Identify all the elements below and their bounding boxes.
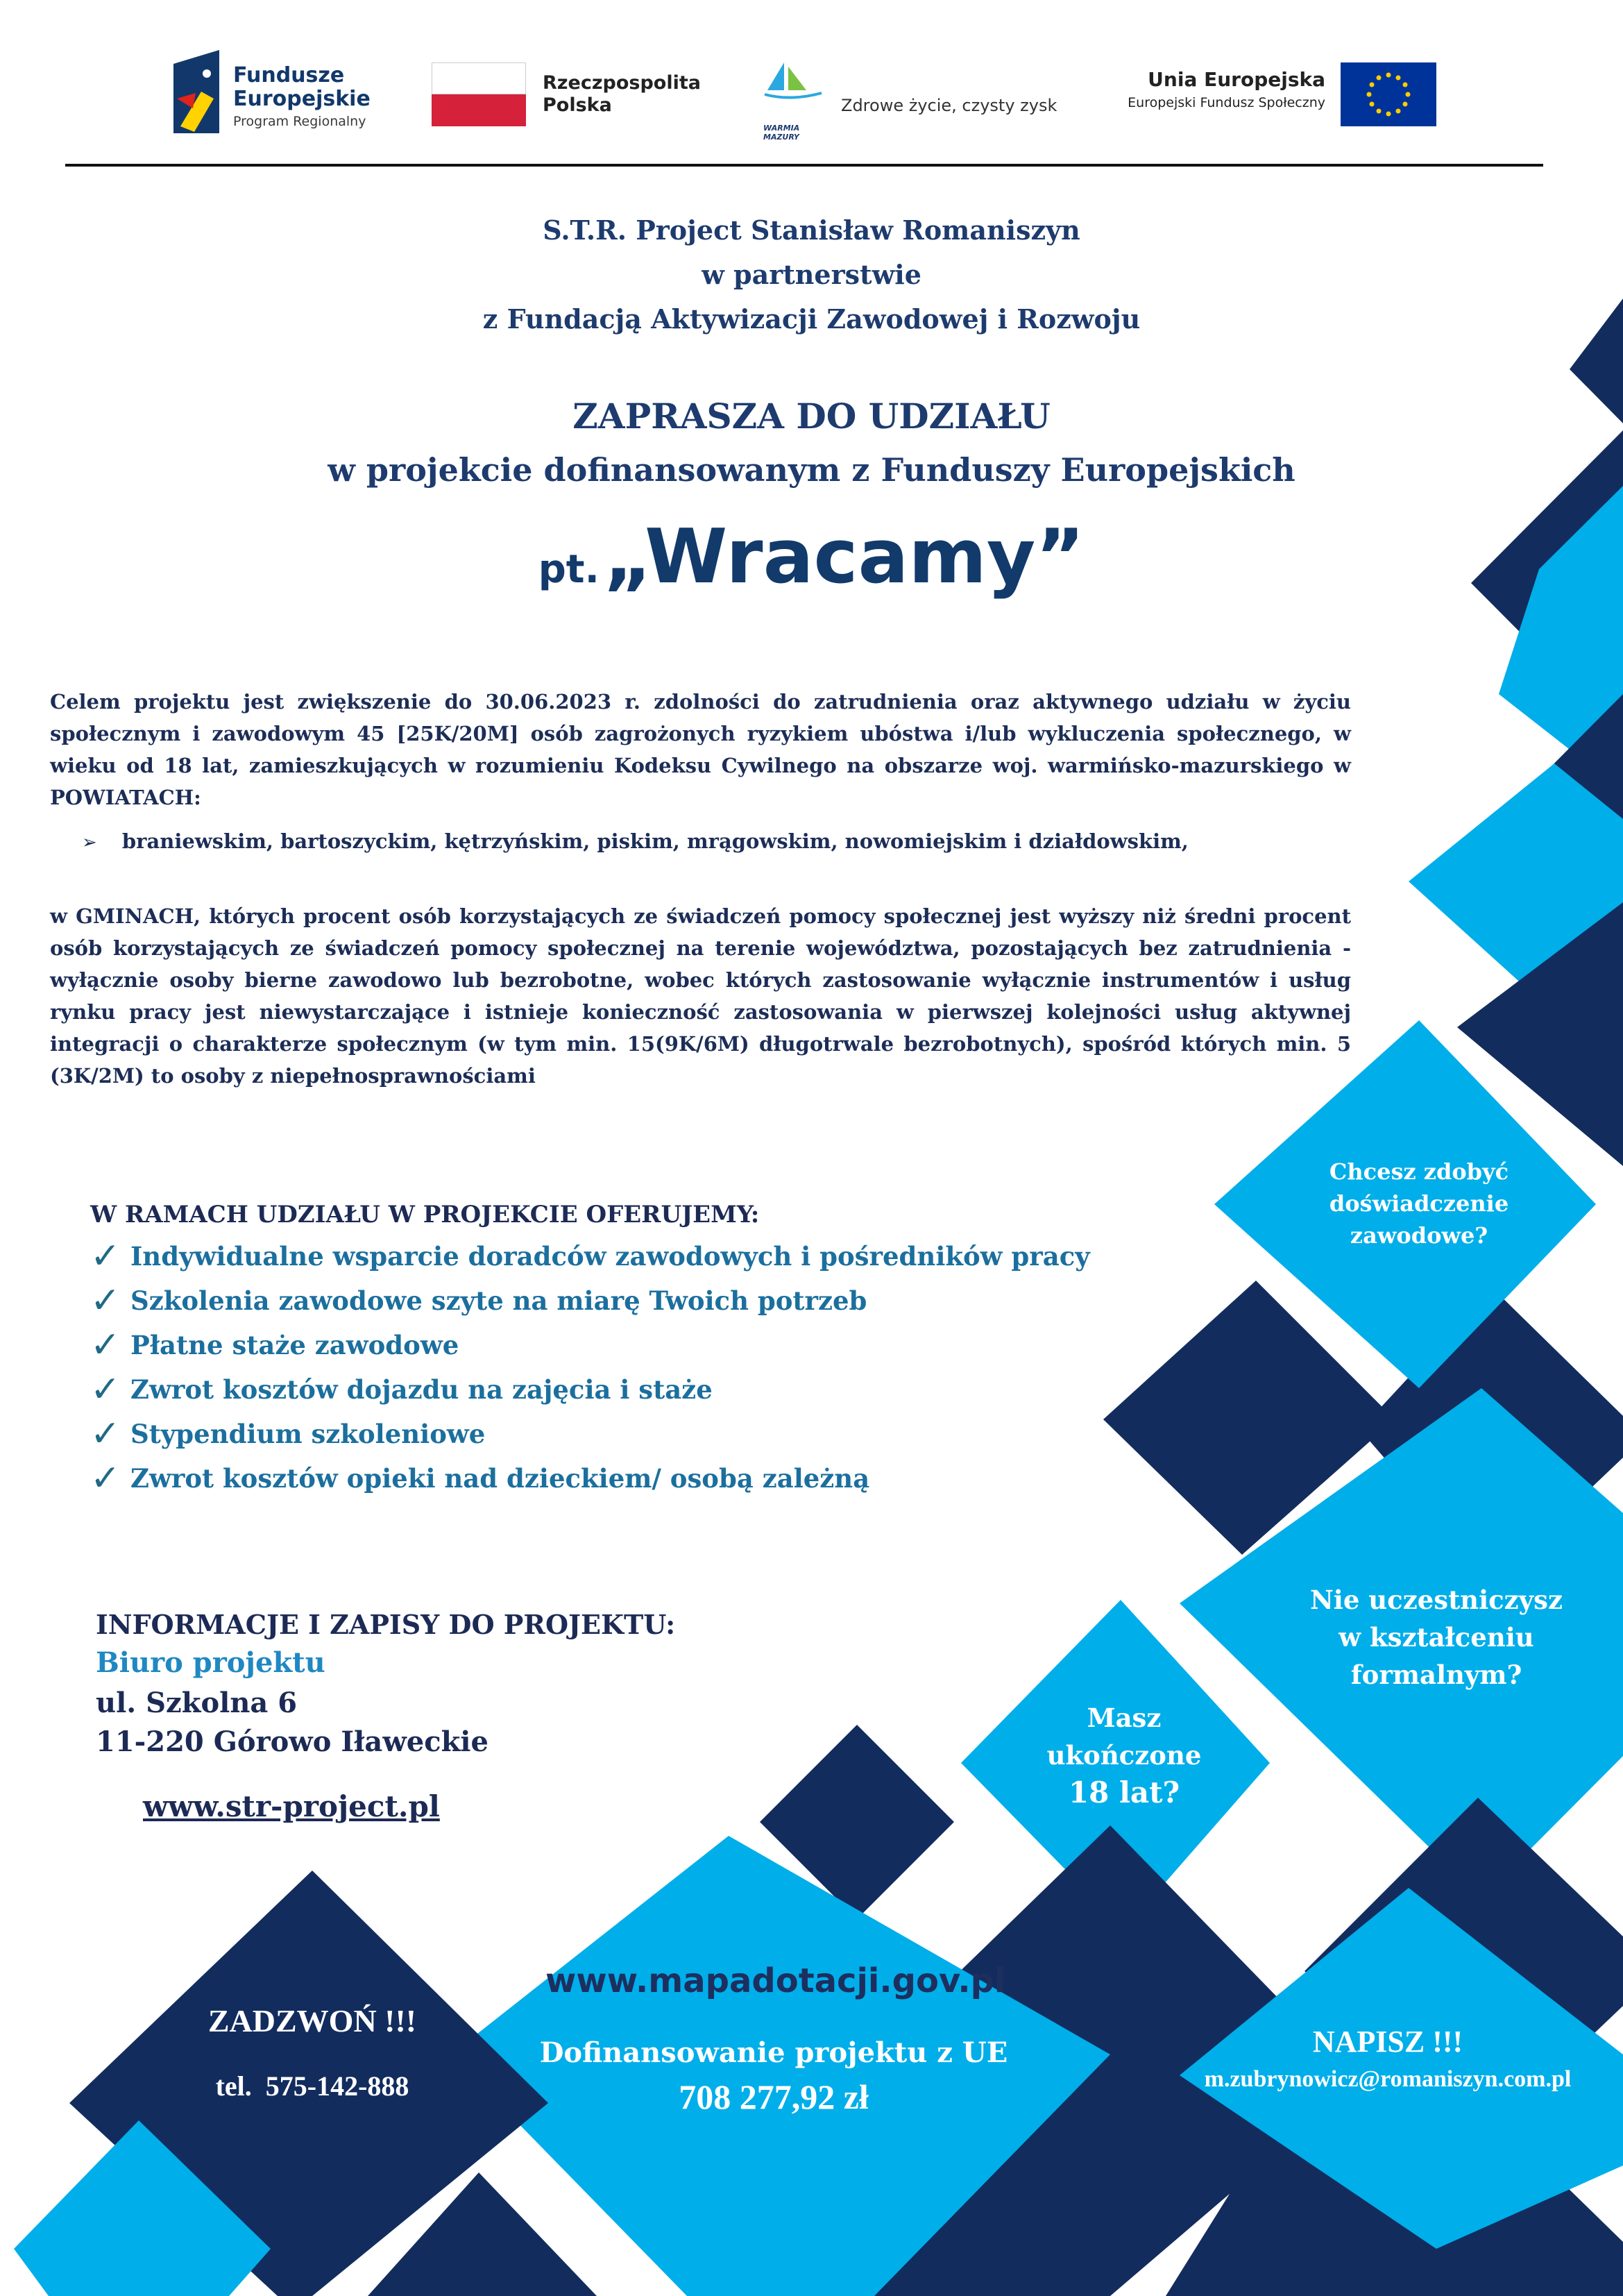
gminy-line: osób korzystających ze świadczeń pomocy społecznej na terenie województwa, pozostających bez zatrudnienia -	[50, 936, 1351, 960]
question-experience	[1291, 1156, 1547, 1251]
offer-item	[90, 1367, 1090, 1412]
invitation-subheading: w projekcie dofinansowanym z Funduszy Europejskich	[328, 451, 1295, 489]
offer-item	[90, 1234, 1090, 1278]
checkmark-icon: ✓	[90, 1458, 121, 1499]
website-link[interactable]: www.str-project.pl	[143, 1789, 440, 1823]
invitation-heading: ZAPRASZA DO UDZIAŁU	[572, 396, 1051, 437]
organizer-line1: S.T.R. Project Stanisław Romaniszyn	[543, 214, 1080, 246]
question-experience-line: doświadczenie	[1329, 1190, 1509, 1217]
info-heading: INFORMACJE I ZAPISY DO PROJEKTU:	[96, 1609, 676, 1640]
question-education-line: formalnym?	[1350, 1660, 1522, 1690]
gminy-line: w GMINACH, których procent osób korzystających ze świadczeń pomocy społecznej jest wyższy niż średni procent	[50, 904, 1351, 928]
eu-flag-icon	[1341, 62, 1436, 126]
question-education-line: Nie uczestniczysz	[1309, 1585, 1563, 1615]
offer-item-label: Indywidualne wsparcie doradców zawodowych i pośredników pracy	[130, 1241, 1090, 1272]
logo-fe-line1: Fundusze	[233, 63, 345, 87]
question-age-line: 18 lat?	[1068, 1775, 1180, 1809]
gminy-line: wyłącznie osoby bierne zawodowo lub bezrobotne, wobec których zastosowanie wyłącznie instrumentów i usług	[50, 968, 1351, 992]
checkmark-icon: ✓	[90, 1280, 121, 1322]
offer-item	[90, 1278, 1090, 1323]
phone-number[interactable]: tel. 575-142-888	[215, 2070, 409, 2102]
counties-text: braniewskim, bartoszyckim, kętrzyńskim, piskim, mrągowskim, nowomiejskim i działdowskim,	[121, 829, 1189, 853]
organizer-block	[0, 208, 1623, 341]
funding-amount: 708 277,92 zł	[679, 2077, 869, 2116]
write-label: NAPISZ !!!	[1312, 2025, 1463, 2059]
question-age-line: Masz	[1087, 1703, 1162, 1733]
checkmark-icon: ✓	[90, 1235, 121, 1277]
organizer-line2: w partnerstwie	[702, 259, 921, 290]
gminy-line: rynku pracy jest niewystarczające i istnieje konieczność zastosowania w pierwszej kolejności usług aktywnej	[50, 1000, 1351, 1024]
question-age-line: ukończone	[1046, 1740, 1202, 1771]
question-age	[999, 1699, 1249, 1812]
question-experience-line: zawodowe?	[1350, 1222, 1488, 1249]
logo-fe-sub: Program Regionalny	[233, 114, 366, 129]
logo-fe-line2: Europejskie	[233, 87, 371, 111]
fundusze-europejskie-flag-icon	[173, 50, 219, 133]
counties-bullet	[82, 829, 1189, 853]
question-experience-line: Chcesz zdobyć	[1329, 1158, 1509, 1185]
arrow-bullet-icon: ➢	[82, 832, 97, 853]
header-divider	[65, 164, 1543, 167]
offer-item-label: Zwrot kosztów dojazdu na zajęcia i staże	[130, 1374, 713, 1405]
offer-list	[90, 1234, 1090, 1501]
warmia-mazury-sail-icon	[763, 60, 823, 103]
logo-wm-brand: WARMIA MAZURY	[763, 124, 800, 142]
offer-item-label: Zwrot kosztów opieki nad dzieckiem/ osobą zależną	[130, 1463, 870, 1494]
offer-item	[90, 1456, 1090, 1501]
intro-line: wieku od 18 lat, zamieszkujących w rozumieniu Kodeksu Cywilnego na obszarze woj. warmińsko-mazurskiego w	[50, 754, 1351, 777]
gminy-line: integracji o charakterze społecznym (w tym min. 15(9K/6M) długotrwale bezrobotnych), spośród których min. 5	[50, 1032, 1351, 1056]
intro-line: społecznym i zawodowym 45 [25K/20M] osób zagrożonych ryzykiem ubóstwa i/lub wykluczenia społecznego, w	[50, 722, 1351, 745]
gminy-line: (3K/2M) to osoby z niepełnosprawnościami	[50, 1064, 536, 1088]
offer-heading: W RAMACH UDZIAŁU W PROJEKCIE OFERUJEMY:	[90, 1201, 760, 1229]
question-education	[1291, 1581, 1582, 1694]
funding-label: Dofinansowanie projektu z UE	[539, 2036, 1008, 2069]
write-block	[1166, 2024, 1610, 2093]
call-label: ZADZWOŃ !!!	[207, 2003, 417, 2038]
logo-wm-slogan: Zdrowe życie, czysty zysk	[841, 96, 1057, 115]
call-block	[153, 2002, 472, 2102]
checkmark-icon: ✓	[90, 1324, 121, 1366]
header-logos	[0, 42, 1623, 146]
project-title	[0, 514, 1623, 600]
logo-ue-line1: Unia Europejska	[1148, 68, 1325, 91]
email-link[interactable]: m.zubrynowicz@romaniszyn.com.pl	[1204, 2066, 1572, 2092]
question-education-line: w kształceniu	[1339, 1622, 1534, 1653]
offer-item	[90, 1412, 1090, 1456]
offer-item	[90, 1323, 1090, 1367]
polish-flag-icon	[432, 62, 526, 126]
logo-rp-line1: Rzeczpospolita	[543, 72, 701, 94]
organizer-line3: z Fundacją Aktywizacji Zawodowej i Rozwoju	[482, 303, 1141, 335]
logo-rp-line2: Polska	[543, 94, 612, 116]
info-office: Biuro projektu	[96, 1646, 325, 1679]
offer-item-label: Szkolenia zawodowe szyte na miarę Twoich potrzeb	[130, 1285, 867, 1316]
intro-line: POWIATACH:	[50, 786, 201, 809]
description-intro	[50, 686, 1351, 813]
project-title-prefix: pt.	[538, 547, 600, 592]
info-street: ul. Szkolna 6	[96, 1687, 298, 1719]
logo-ue-line2: Europejski Fundusz Społeczny	[1128, 95, 1325, 110]
offer-item-label: Płatne staże zawodowe	[130, 1330, 459, 1360]
checkmark-icon: ✓	[90, 1413, 121, 1455]
description-gminy	[50, 900, 1351, 1092]
funding-portal-link[interactable]: www.mapadotacji.gov.pl	[545, 1961, 1006, 2000]
checkmark-icon: ✓	[90, 1369, 121, 1410]
offer-item-label: Stypendium szkoleniowe	[130, 1419, 486, 1449]
intro-line: Celem projektu jest zwiększenie do 30.06.2023 r. zdolności do zatrudnienia oraz aktywnego udziału w życiu	[50, 690, 1351, 714]
info-city: 11-220 Górowo Iławeckie	[96, 1725, 488, 1758]
project-title-name: „Wracamy”	[603, 514, 1085, 600]
